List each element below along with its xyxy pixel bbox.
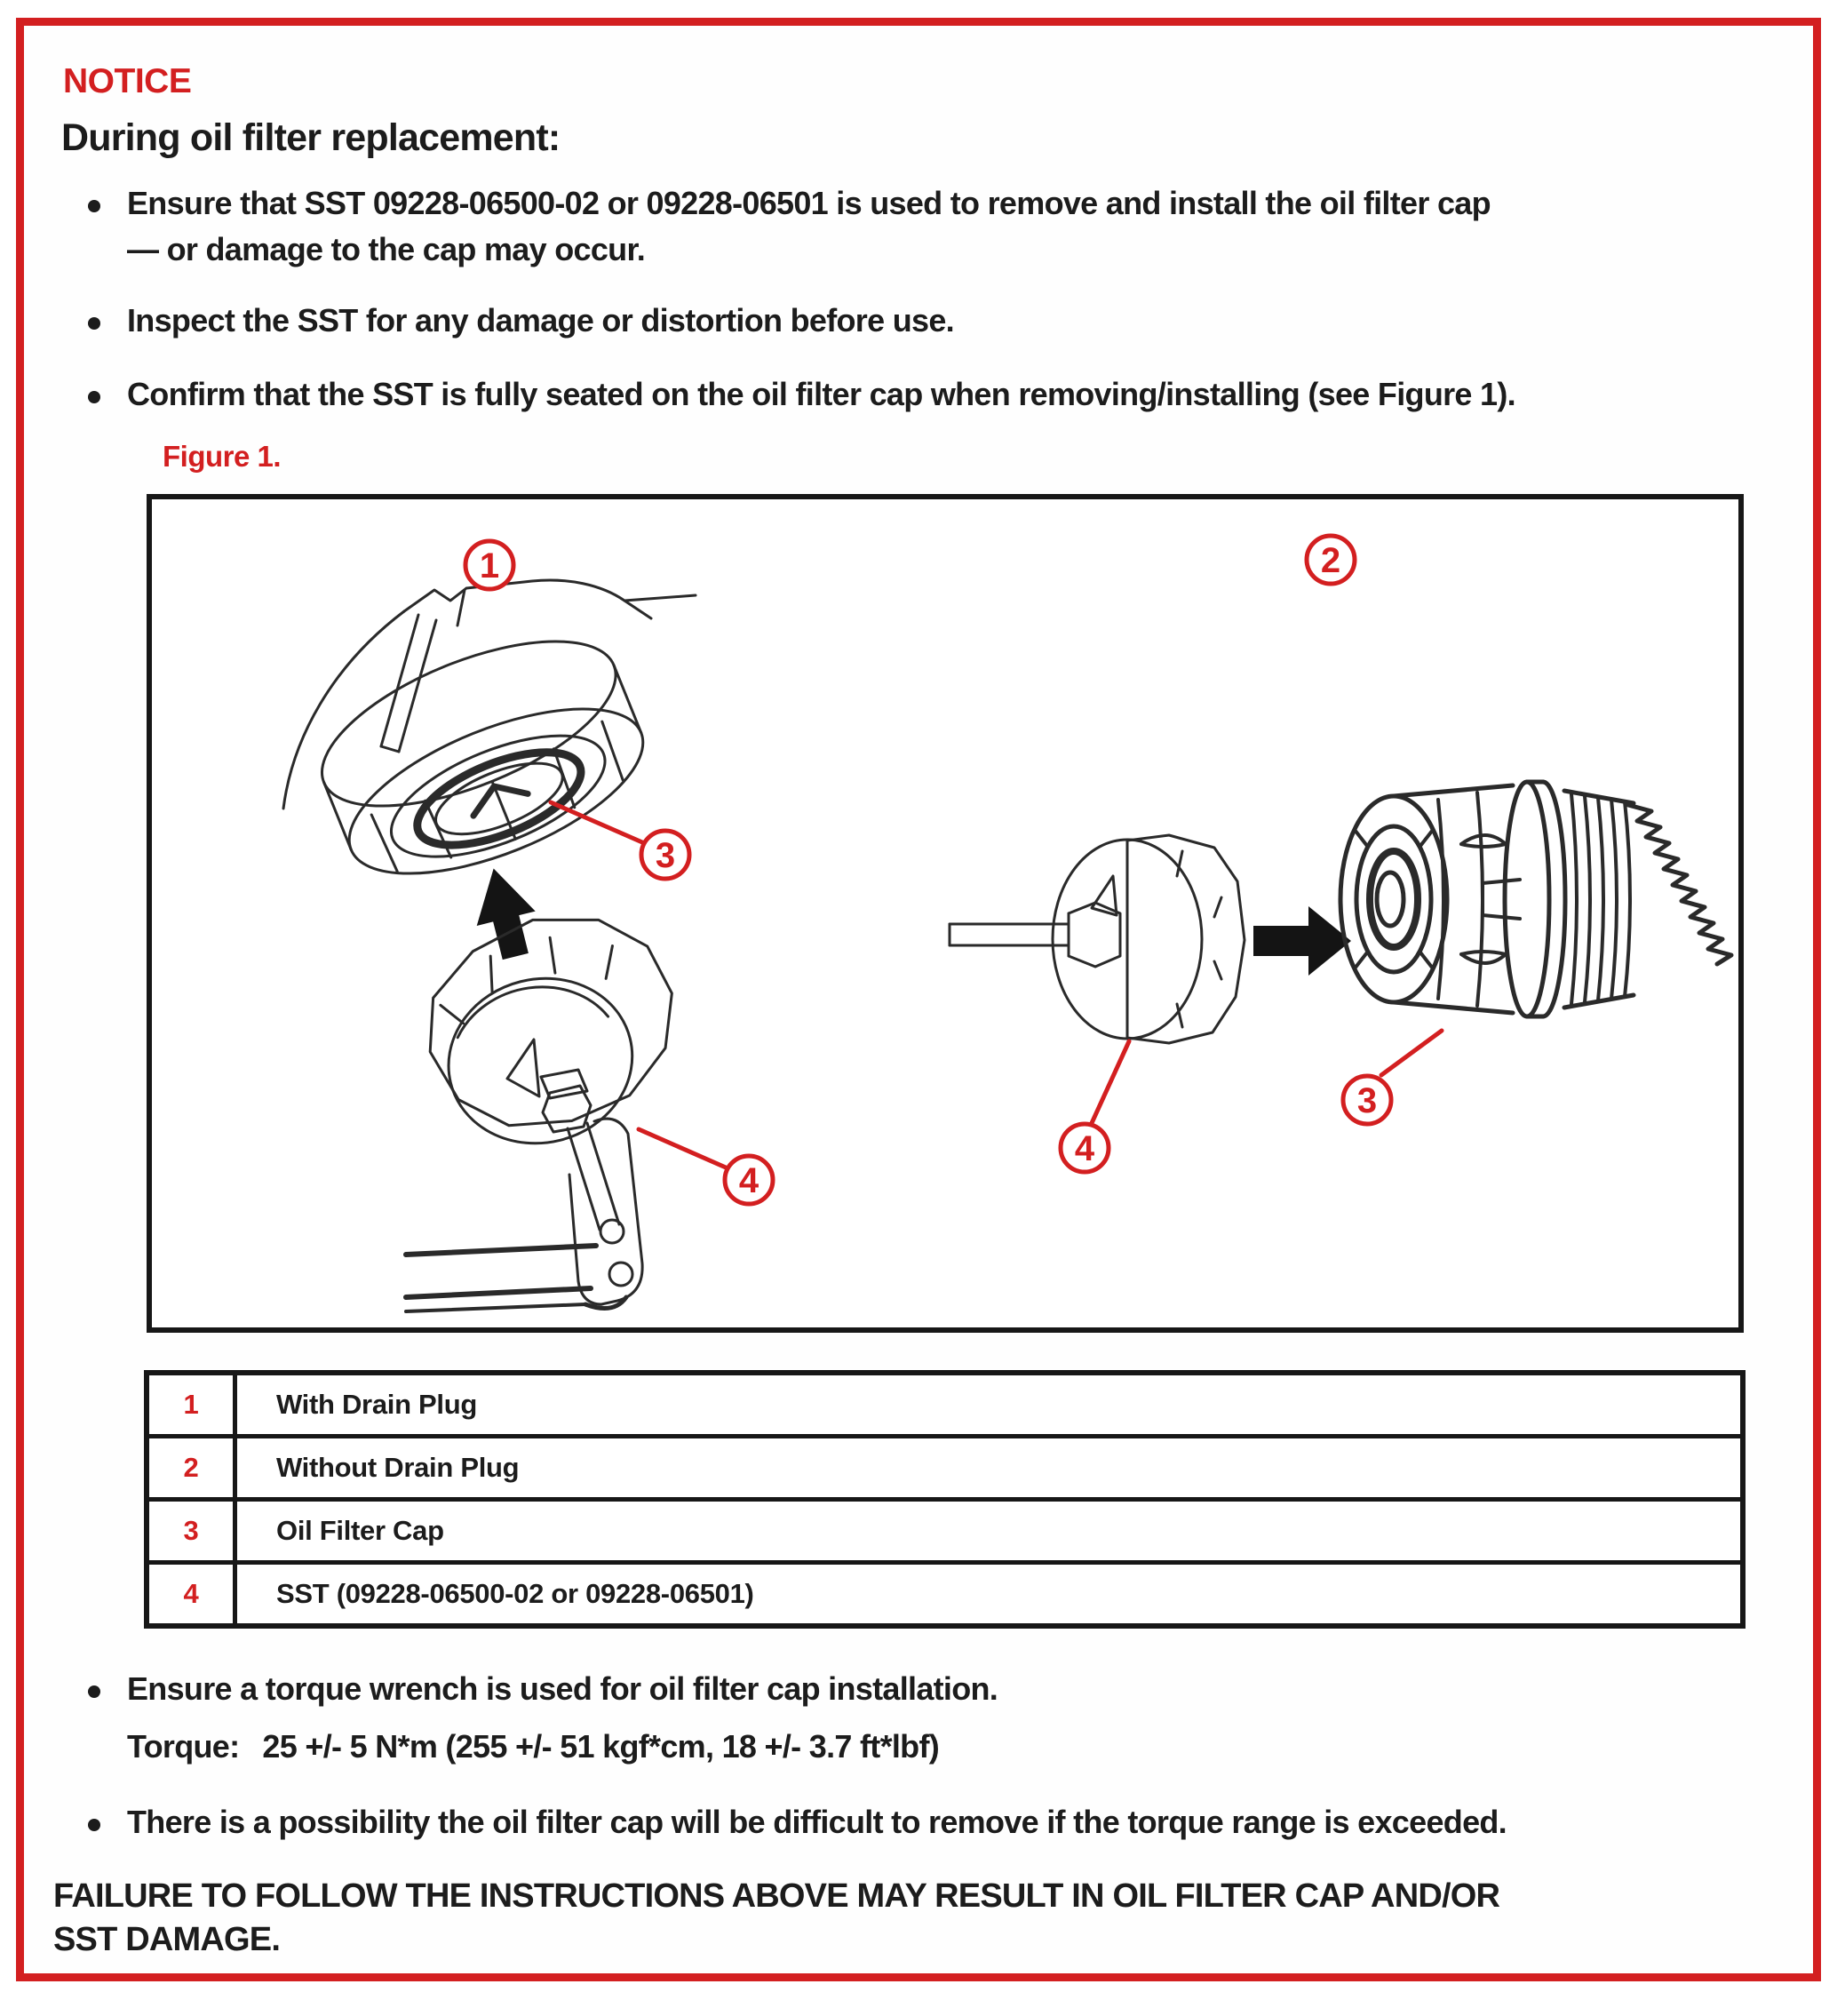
bullet-line: — or damage to the cap may occur. xyxy=(127,231,646,267)
callout-number-3: 3 xyxy=(655,836,676,875)
callout-number-4: 4 xyxy=(738,1161,759,1200)
bullet-item-difficult-removal: There is a possibility the oil filter cap will be difficult to remove if the torque range is exceeded. xyxy=(127,1804,1507,1840)
figure-box xyxy=(147,494,1744,1333)
torque-value: 25 +/- 5 N*m (255 +/- 51 kgf*cm, 18 +/- 3.7 ft*lbf) xyxy=(262,1728,940,1765)
callout-number-1: 1 xyxy=(479,546,500,586)
legend-num-cell: 1 xyxy=(147,1373,235,1437)
bullet-dot xyxy=(88,1685,100,1698)
bullet-line: Ensure that SST 09228-06500-02 or 09228-06501 is used to remove and install the oil filter cap xyxy=(127,185,1491,221)
callout-number-3b: 3 xyxy=(1356,1081,1378,1120)
failure-warning xyxy=(53,1875,1499,1962)
failure-warning-line1: FAILURE TO FOLLOW THE INSTRUCTIONS ABOVE MAY RESULT IN OIL FILTER CAP AND/OR xyxy=(53,1877,1500,1915)
figure-illustration xyxy=(152,499,1738,1327)
table-row xyxy=(147,1563,1743,1627)
legend-label-cell: Oil Filter Cap xyxy=(235,1500,1744,1563)
callout-number-4b: 4 xyxy=(1074,1129,1095,1168)
failure-warning-line2: SST DAMAGE. xyxy=(53,1921,281,1958)
callout-circles xyxy=(465,536,1391,1204)
legend-num-cell: 4 xyxy=(147,1563,235,1627)
legend-label-cell: SST (09228-06500-02 or 09228-06501) xyxy=(235,1563,1744,1627)
callout-number-2: 2 xyxy=(1320,541,1341,580)
table-row xyxy=(147,1373,1743,1437)
figure-legend-table xyxy=(144,1370,1746,1629)
sst-tool-right xyxy=(950,835,1245,1043)
figure-caption: Figure 1. xyxy=(163,440,282,473)
bullet-dot xyxy=(88,317,100,330)
oil-filter-cap-installed xyxy=(300,608,664,908)
legend-label-cell: With Drain Plug xyxy=(235,1373,1744,1437)
intro-line: During oil filter replacement: xyxy=(61,116,561,159)
torque-spec-line xyxy=(127,1724,939,1770)
legend-num-cell: 2 xyxy=(147,1437,235,1500)
bullet-item-torque-wrench: Ensure a torque wrench is used for oil filter cap installation. xyxy=(127,1670,998,1707)
torque-label: Torque: xyxy=(127,1728,240,1765)
legend-num-cell: 3 xyxy=(147,1500,235,1563)
sst-tool-left xyxy=(405,891,700,1311)
notice-title: NOTICE xyxy=(63,62,192,100)
bullet-dot xyxy=(88,391,100,403)
bullet-dot xyxy=(88,200,100,212)
table-row xyxy=(147,1500,1743,1563)
oil-filter-cap-removed xyxy=(1340,782,1731,1016)
legend-label-cell: Without Drain Plug xyxy=(235,1437,1744,1500)
table-row xyxy=(147,1437,1743,1500)
bullet-item-fully-seated: Confirm that the SST is fully seated on the oil filter cap when removing/installing (see Figure 1). xyxy=(127,376,1515,412)
bullet-dot xyxy=(88,1819,100,1831)
right-arrow-icon xyxy=(1253,906,1351,976)
bullet-item-sst-required xyxy=(127,180,1491,273)
bullet-item-inspect-sst: Inspect the SST for any damage or distortion before use. xyxy=(127,302,954,339)
